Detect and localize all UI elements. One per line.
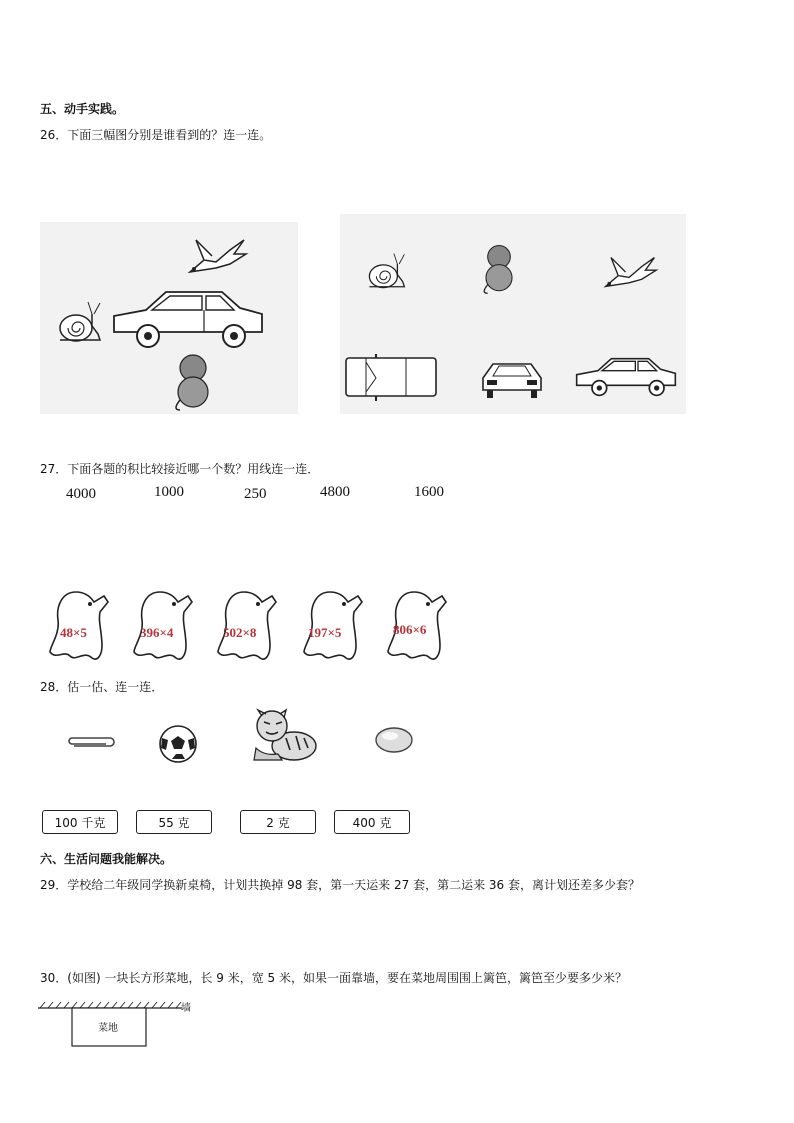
expression-label: 502×8 bbox=[223, 625, 257, 640]
expression-label: 806×6 bbox=[393, 622, 427, 637]
question-27: 27．下面各题的积比较接近哪一个数？用线连一连． bbox=[40, 462, 320, 476]
tiger-icon bbox=[244, 706, 320, 762]
expression-label: 48×5 bbox=[60, 625, 87, 640]
monkey-icon bbox=[479, 240, 519, 298]
egg-icon bbox=[374, 726, 418, 754]
paperclip-icon bbox=[68, 736, 116, 750]
target-number: 4000 bbox=[66, 486, 96, 502]
expression-label: 396×4 bbox=[140, 625, 174, 640]
question-26: 26．下面三幅图分别是谁看到的？连一连。 bbox=[40, 128, 272, 142]
snail-icon bbox=[364, 250, 408, 292]
field-label: 菜地 bbox=[98, 1023, 118, 1034]
expression-label: 197×5 bbox=[308, 625, 342, 640]
snail-icon bbox=[54, 298, 104, 346]
front-view-car bbox=[479, 356, 545, 400]
section-title: 六、生活问题我能解决。 bbox=[40, 852, 173, 866]
question-30: 30．(如图) 一块长方形菜地，长 9 米，宽 5 米，如果一面靠墙，要在菜地周围围上篱笆，篱笆至少要多少米？ bbox=[40, 971, 627, 985]
question-28: 28．估一估、连一连． bbox=[40, 680, 164, 694]
target-number: 1000 bbox=[154, 484, 184, 500]
monkey-icon bbox=[170, 352, 216, 412]
section-title: 五、动手实践。 bbox=[40, 102, 125, 116]
weight-option[interactable]: 400 克 bbox=[334, 810, 410, 834]
weight-option[interactable]: 2 克 bbox=[240, 810, 316, 834]
soccer-ball-icon bbox=[158, 724, 198, 764]
target-number: 4800 bbox=[320, 484, 350, 500]
wall-label: 墙 bbox=[181, 1003, 191, 1014]
weight-option[interactable]: 55 克 bbox=[136, 810, 212, 834]
question-29: 29．学校给二年级同学换新桌椅，计划共换掉 98 套，第一天运来 27 套，第二运来 36 套，离计划还差多少套？ bbox=[40, 878, 640, 892]
car-icon bbox=[110, 286, 266, 350]
swallow-icon bbox=[602, 252, 658, 292]
weight-option[interactable]: 100 千克 bbox=[42, 810, 118, 834]
swallow-icon bbox=[186, 234, 248, 278]
side-view-car bbox=[574, 354, 678, 398]
target-number: 1600 bbox=[414, 484, 444, 500]
top-view-car bbox=[344, 354, 438, 402]
target-number: 250 bbox=[244, 486, 267, 502]
